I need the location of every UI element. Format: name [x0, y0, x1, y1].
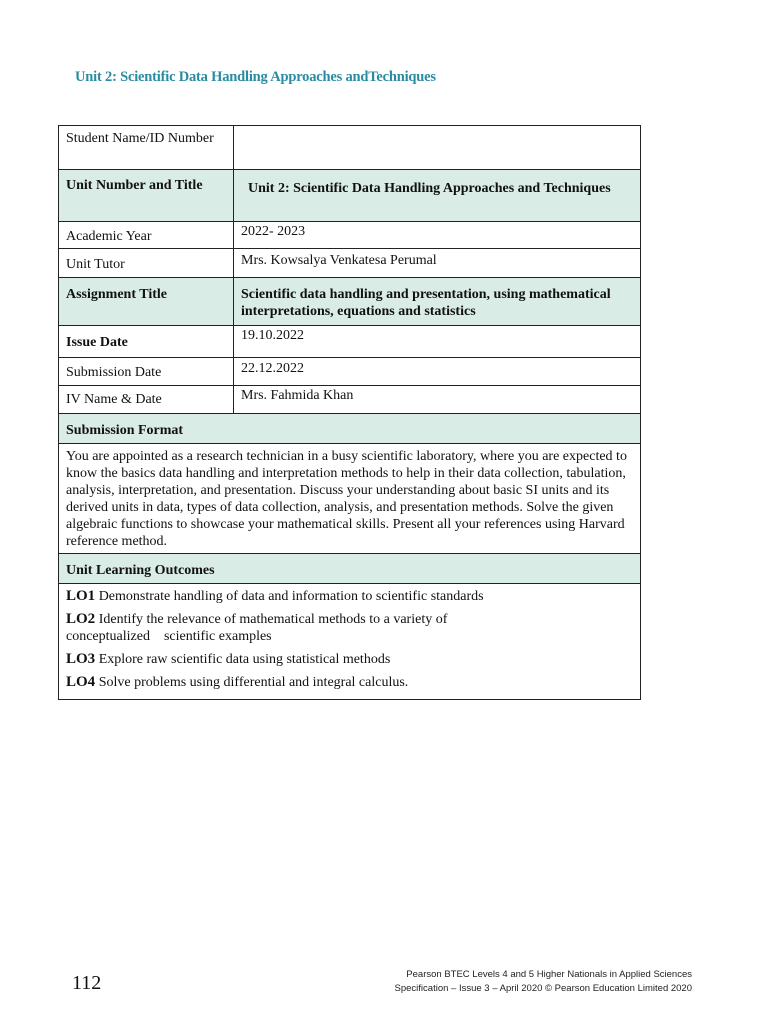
row-tutor [59, 249, 641, 278]
lo-text: Identify the relevance of mathematical methods to a variety of [98, 612, 448, 627]
footer-citation [395, 968, 692, 996]
row-submission-format-text [59, 444, 641, 554]
row-learning-outcomes-header [59, 554, 641, 584]
row-issue [59, 326, 641, 358]
assignment-brief-table [58, 125, 641, 700]
learning-outcomes-title: Unit Learning Outcomes [59, 554, 641, 584]
value-student [234, 126, 641, 170]
value-unit: Unit 2: Scientific Data Handling Approaches and Techniques [234, 170, 641, 222]
lo-text: Explore raw scientific data using statistical methods [98, 652, 391, 667]
value-year: 2022- 2023 [234, 222, 641, 249]
lo-item [66, 651, 633, 668]
label-student: Student Name/ID Number [59, 126, 234, 170]
row-unit [59, 170, 641, 222]
row-student [59, 126, 641, 170]
lo-text: Demonstrate handling of data and information to scientific standards [98, 589, 484, 604]
value-tutor: Mrs. Kowsalya Venkatesa Perumal [234, 249, 641, 278]
row-year [59, 222, 641, 249]
row-assignment [59, 278, 641, 326]
label-unit: Unit Number and Title [59, 170, 234, 222]
label-issue: Issue Date [59, 326, 234, 358]
footer-line-1: Pearson BTEC Levels 4 and 5 Higher Nationals in Applied Sciences [406, 969, 692, 980]
lo-text: Solve problems using differential and integral calculus. [98, 675, 409, 690]
submission-format-text: You are appointed as a research technician in a busy scientific laboratory, where you are expected to know the basics data handling and interpretation methods to help in their data collection, tabulation, analysis, interpretation, and presentation. Discuss your understanding about basic SI units and its derived units in data, types of data collection, analysis, and presentation methods. Solve the given algebraic functions to showcase your mathematical skills. Present all your references using Harvard reference method. [59, 444, 641, 554]
label-year: Academic Year [59, 222, 234, 249]
label-assignment: Assignment Title [59, 278, 234, 326]
row-learning-outcomes [59, 584, 641, 700]
row-iv [59, 386, 641, 414]
lo-text-continued: conceptualized scientific examples [66, 629, 272, 644]
value-submission-date: 22.12.2022 [234, 358, 641, 386]
value-issue: 19.10.2022 [234, 326, 641, 358]
learning-outcomes-list [59, 584, 641, 700]
lo-code: LO4 [66, 674, 96, 690]
label-tutor: Unit Tutor [59, 249, 234, 278]
row-submission-date [59, 358, 641, 386]
row-submission-format-header [59, 414, 641, 444]
submission-format-title: Submission Format [59, 414, 641, 444]
label-iv: IV Name & Date [59, 386, 234, 414]
page-number: 112 [72, 972, 102, 994]
value-iv: Mrs. Fahmida Khan [234, 386, 641, 414]
value-assignment: Scientific data handling and presentation, using mathematical interpretations, equations and statistics [234, 278, 641, 326]
lo-code: LO3 [66, 651, 96, 667]
label-submission-date: Submission Date [59, 358, 234, 386]
lo-code: LO2 [66, 611, 96, 627]
lo-item [66, 674, 633, 691]
lo-item [66, 588, 633, 605]
footer-line-2: Specification – Issue 3 – April 2020 © Pearson Education Limited 2020 [394, 983, 692, 994]
lo-code: LO1 [66, 588, 96, 604]
lo-item [66, 611, 633, 645]
unit-heading: Unit 2: Scientific Data Handling Approaches andTechniques [75, 69, 436, 85]
